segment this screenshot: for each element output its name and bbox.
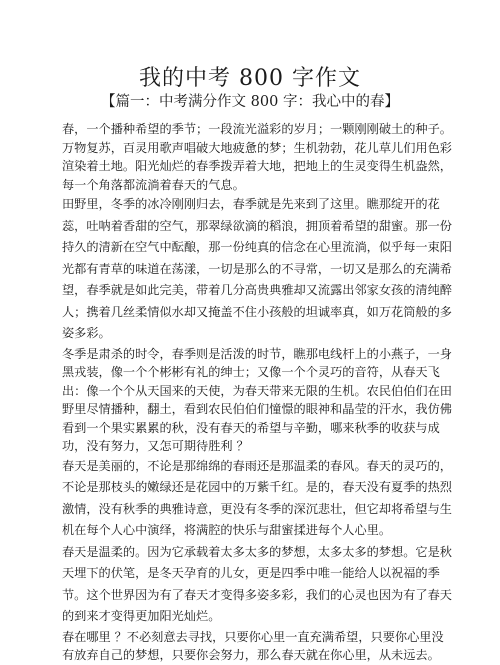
page-title: 我的中考 800 字作文 (139, 66, 361, 91)
paragraph-3: 冬季是肃杀的时令，春季则是活泼的时节，瞧那电线杆上的小燕子，一身黑戎装，像一个个彬彬有礼的绅士；又像一个个灵巧的音符，从春天飞出：像一个个从天国来的天使，为春天带来无限的生机。农民伯伯们在田野里尽情播种，翻土，看到农民伯伯们憧憬的眼神和晶莹的汗水，我仿佛看到一个果实累累的秋，没有春天的希望与辛勤，哪来秋季的收获与成功，没有努力，又怎可期待胜利 ？ (62, 346, 452, 453)
article-body (62, 120, 452, 665)
paragraph-1: 春，一个播种希望的季节；一段流光溢彩的岁月；一颗刚刚破土的种子。万物复苏，百灵用歌声唱破大地疲惫的梦；生机勃勃，花儿草儿们用色彩渲染着土地。阳光灿烂的春季拨弄着大地，把地上的生灵变得生机盎然，每一个角落都流淌着春天的气息。 (62, 122, 452, 192)
section-subtitle: 【篇一：中考满分作文 800 字：我心中的春】 (101, 94, 399, 110)
paragraph-2: 田野里，冬季的冰冷刚刚归去，春季就是先来到了这里。瞧那绽开的花蕊，吐呐着香甜的空气，那翠绿欲滴的稻浪，拥顶着希望的甜蜜。那一份持久的清新在空气中酝酿，那一份纯真的信念在心里流淌，似乎每一束阳光都有青草的味道在荡漾，一切是那么的不寻常，一切又是那么的充满希望，春季就是如此完美，带着几分高贵典雅却又流露出邻家女孩的清纯醉人；携着几丝柔情似水却又掩盖不住小孩般的坦诚率真，如万花筒般的多姿多彩。 (62, 197, 452, 340)
paragraph-4: 春天是美丽的，不论是那绵绵的春雨还是那温柔的春风。春天的灵巧的，不论是那枝头的嫩绿还是花园中的万紫千红。是的，春天没有夏季的热烈激情，没有秋季的典雅诗意，更没有冬季的深沉悲壮，但它却将希望与生机在每个人心中演绎，将满腔的快乐与甜蜜揉进每个人心里。 (62, 458, 452, 537)
paragraph-5: 春天是温柔的。因为它承载着太多太多的梦想，太多太多的梦想。它是秋天埋下的伏笔，是冬天孕育的儿女，更是四季中唯一能给人以祝福的季节。这个世界因为有了春天才变得多姿多彩，我们的心灵也因为有了春天的到来才变得更加阳光灿烂。 (62, 544, 452, 623)
paragraph-6: 春在哪里 ？不必刻意去寻找，只要你心里一直充满希望，只要你心里没有放弃自己的梦想，只要你会努力，那么春天就在你心里，从未远去。 (62, 629, 444, 662)
